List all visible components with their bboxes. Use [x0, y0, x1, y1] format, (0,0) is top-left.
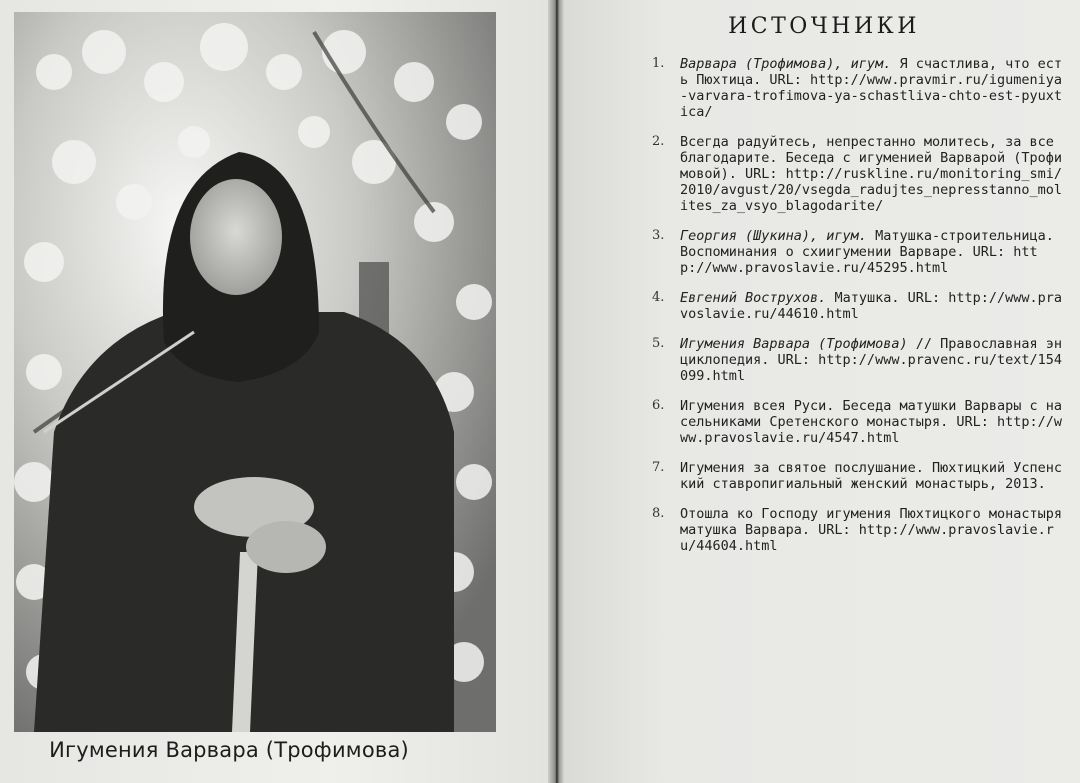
portrait-illustration: [14, 12, 496, 732]
source-text: Матушка-строительница. Воспоминания о схиигумении Варваре. URL: http://www.pravoslavie.ru/45295.html: [680, 228, 1054, 276]
source-text: Матушка. URL: http://www.pravoslavie.ru/44610.html: [680, 290, 1063, 322]
portrait-photo: [14, 12, 496, 732]
source-number: 3.: [652, 228, 665, 243]
source-item: [644, 56, 1064, 120]
page-title: ИСТОЧНИКИ: [728, 14, 920, 39]
sources-list: [644, 56, 1064, 568]
source-text: Всегда радуйтесь, непрестанно молитесь, за все благодарите. Беседа с игуменией Варварой (Трофимовой). URL: http://ruskline.ru/monitoring_smi/2010/avgust/20/vsegda_radujtes_nepresstanno_molites_za_vsyo_blagodarite/: [680, 134, 1063, 214]
source-text: // Православная энциклопедия. URL: http://www.pravenc.ru/text/154099.html: [680, 336, 1063, 384]
source-item: [644, 228, 1064, 276]
hand-lower: [246, 521, 326, 573]
source-item: [644, 336, 1064, 384]
source-text: Игумения за святое послушание. Пюхтицкий Успенский ставропигиальный женский монастырь, 2013.: [680, 460, 1063, 492]
source-item: [644, 506, 1064, 554]
photo-caption: Игумения Варвара (Трофимова): [49, 738, 409, 762]
source-item: [644, 460, 1064, 492]
source-item: [644, 134, 1064, 214]
source-number: 7.: [652, 460, 665, 475]
source-number: 4.: [652, 290, 665, 305]
source-item: [644, 398, 1064, 446]
source-number: 6.: [652, 398, 665, 413]
book-gutter: [548, 0, 564, 783]
source-number: 5.: [652, 336, 665, 351]
source-author: Евгений Вострухов.: [680, 290, 827, 306]
source-number: 2.: [652, 134, 665, 149]
source-author: Георгия (Шукина), игум.: [680, 228, 867, 244]
source-author: Варвара (Трофимова), игум.: [680, 56, 892, 72]
source-text: Игумения всея Руси. Беседа матушки Варвары с насельниками Сретенского монастыря. URL: http://www.pravoslavie.ru/4547.html: [680, 398, 1063, 446]
source-author: Игумения Варвара (Трофимова): [680, 336, 908, 352]
right-page: [564, 0, 1080, 783]
face: [190, 179, 282, 295]
source-number: 8.: [652, 506, 665, 521]
source-text: Отошла ко Господу игумения Пюхтицкого монастыря матушка Варвара. URL: http://www.pravoslavie.ru/44604.html: [680, 506, 1063, 554]
source-text: Я счастлива, что есть Пюхтица. URL: http://www.pravmir.ru/igumeniya-varvara-trofimova-ya-schastliva-chto-est-pyuxtica/: [680, 56, 1063, 120]
source-item: [644, 290, 1064, 322]
source-number: 1.: [652, 56, 665, 71]
